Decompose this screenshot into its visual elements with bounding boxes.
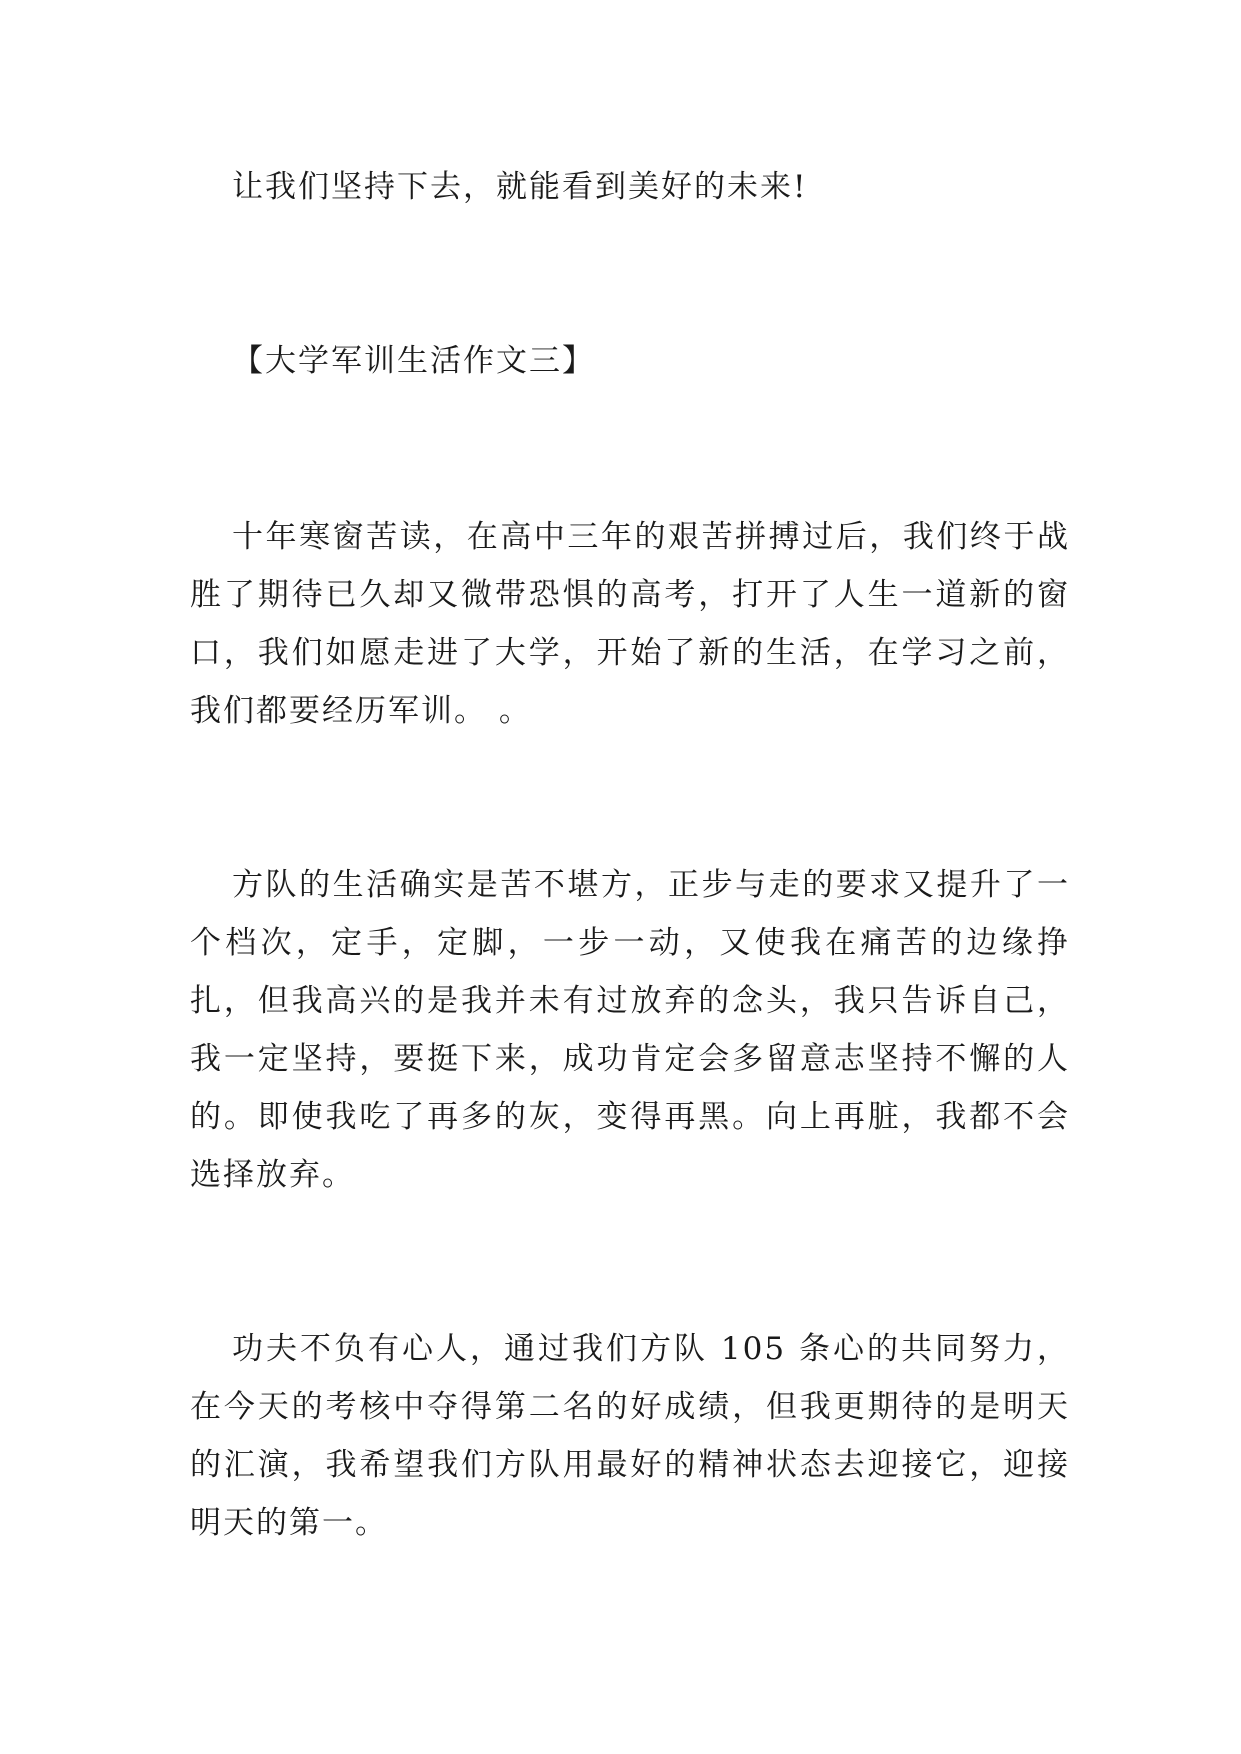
body-paragraph-intro: 十年寒窗苦读，在高中三年的艰苦拼搏过后，我们终于战胜了期待已久却又微带恐惧的高考，打开了人生一道新的窗口，我们如愿走进了大学，开始了新的生活，在学习之前，我们都要经历军训。 。: [190, 519, 1070, 729]
section-heading: 【大学军训生活作文三】: [232, 343, 595, 379]
body-paragraph-result: 功夫不负有心人，通过我们方队 105 条心的共同努力，在今天的考核中夺得第二名的好成绩，但我更期待的是明天的汇演，我希望我们方队用最好的精神状态去迎接它，迎接明天的第一。: [190, 1331, 1070, 1541]
closing-paragraph: 让我们坚持下去，就能看到美好的未来!: [232, 169, 808, 205]
body-paragraph-training: 方队的生活确实是苦不堪方，正步与走的要求又提升了一个档次，定手，定脚，一步一动，又使我在痛苦的边缘挣扎，但我高兴的是我并未有过放弃的念头，我只告诉自己，我一定坚持，要挺下来，成功肯定会多留意志坚持不懈的人的。即使我吃了再多的灰，变得再黑。向上再脏，我都不会选择放弃。: [190, 867, 1070, 1193]
